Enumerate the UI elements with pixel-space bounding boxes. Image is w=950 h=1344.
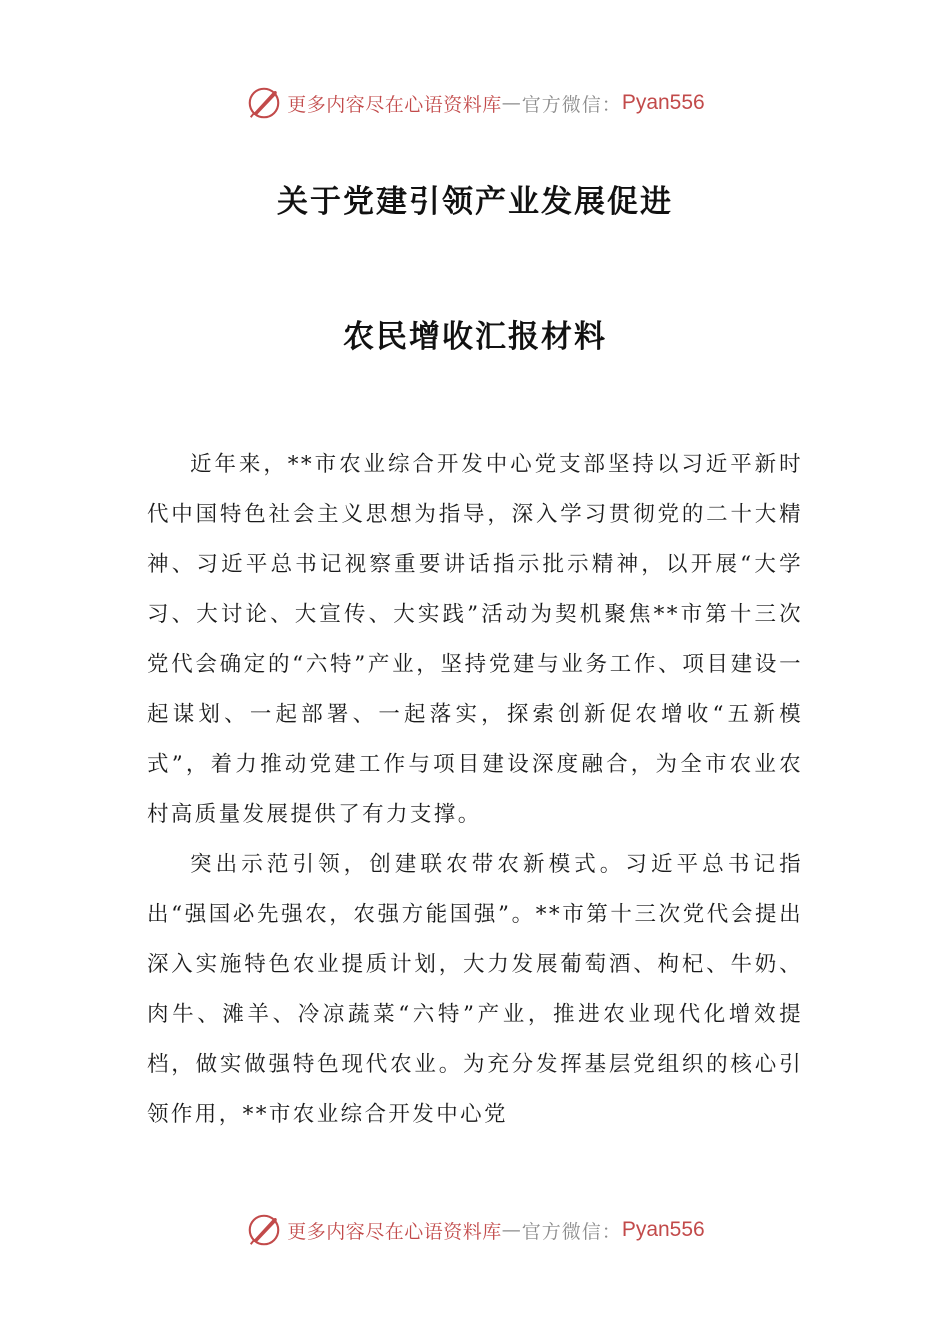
watermark-wechat-label: 官方微信： (521, 1220, 622, 1243)
watermark-dash: — (501, 1219, 522, 1241)
document-title-line-1: 关于党建引领产业发展促进 (277, 184, 673, 220)
watermark-wechat-id: Pyan556 (621, 1218, 705, 1241)
paragraph-intro: 近年来，**市农业综合开发中心党支部坚持以习近平新时代中国特色社会主义思想为指导，深入学习贯彻党的二十大精神、习近平总书记视察重要讲话指示批示精神，以开展“大学习、大讨论、大宣传、大实践”活动为契机聚焦**市第十三次党代会确定的“六特”产业，坚持党建与业务工作、项目建设一起谋划、一起部署、一起落实，探索创新促农增收“五新模式”，着力推动党建工作与项目建设深度融合，为全市农业农村高质量发展提供了有力支撑。 (147, 452, 803, 827)
watermark-dash: — (501, 92, 522, 114)
watermark-wechat-label: 官方微信： (521, 93, 622, 116)
quill-pen-icon (245, 1211, 283, 1249)
watermark-slogan: 更多内容尽在心语资料库 (287, 1220, 502, 1243)
document-body (147, 440, 803, 1140)
watermark-header (0, 83, 950, 123)
watermark-wechat-id: Pyan556 (621, 91, 705, 114)
document-title-line-2: 农民增收汇报材料 (343, 319, 607, 355)
watermark-slogan: 更多内容尽在心语资料库 (287, 93, 502, 116)
quill-pen-icon (245, 84, 283, 122)
watermark-footer (0, 1210, 950, 1250)
paragraph-section-1: 突出示范引领，创建联农带农新模式。习近平总书记指出“强国必先强农，农强方能国强”。**市第十三次党代会提出深入实施特色农业提质计划，大力发展葡萄酒、枸杞、牛奶、肉牛、滩羊、冷凉蔬菜“六特”产业，推进农业现代化增效提档，做实做强特色现代农业。为充分发挥基层党组织的核心引领作用，**市农业综合开发中心党 (147, 852, 803, 1127)
